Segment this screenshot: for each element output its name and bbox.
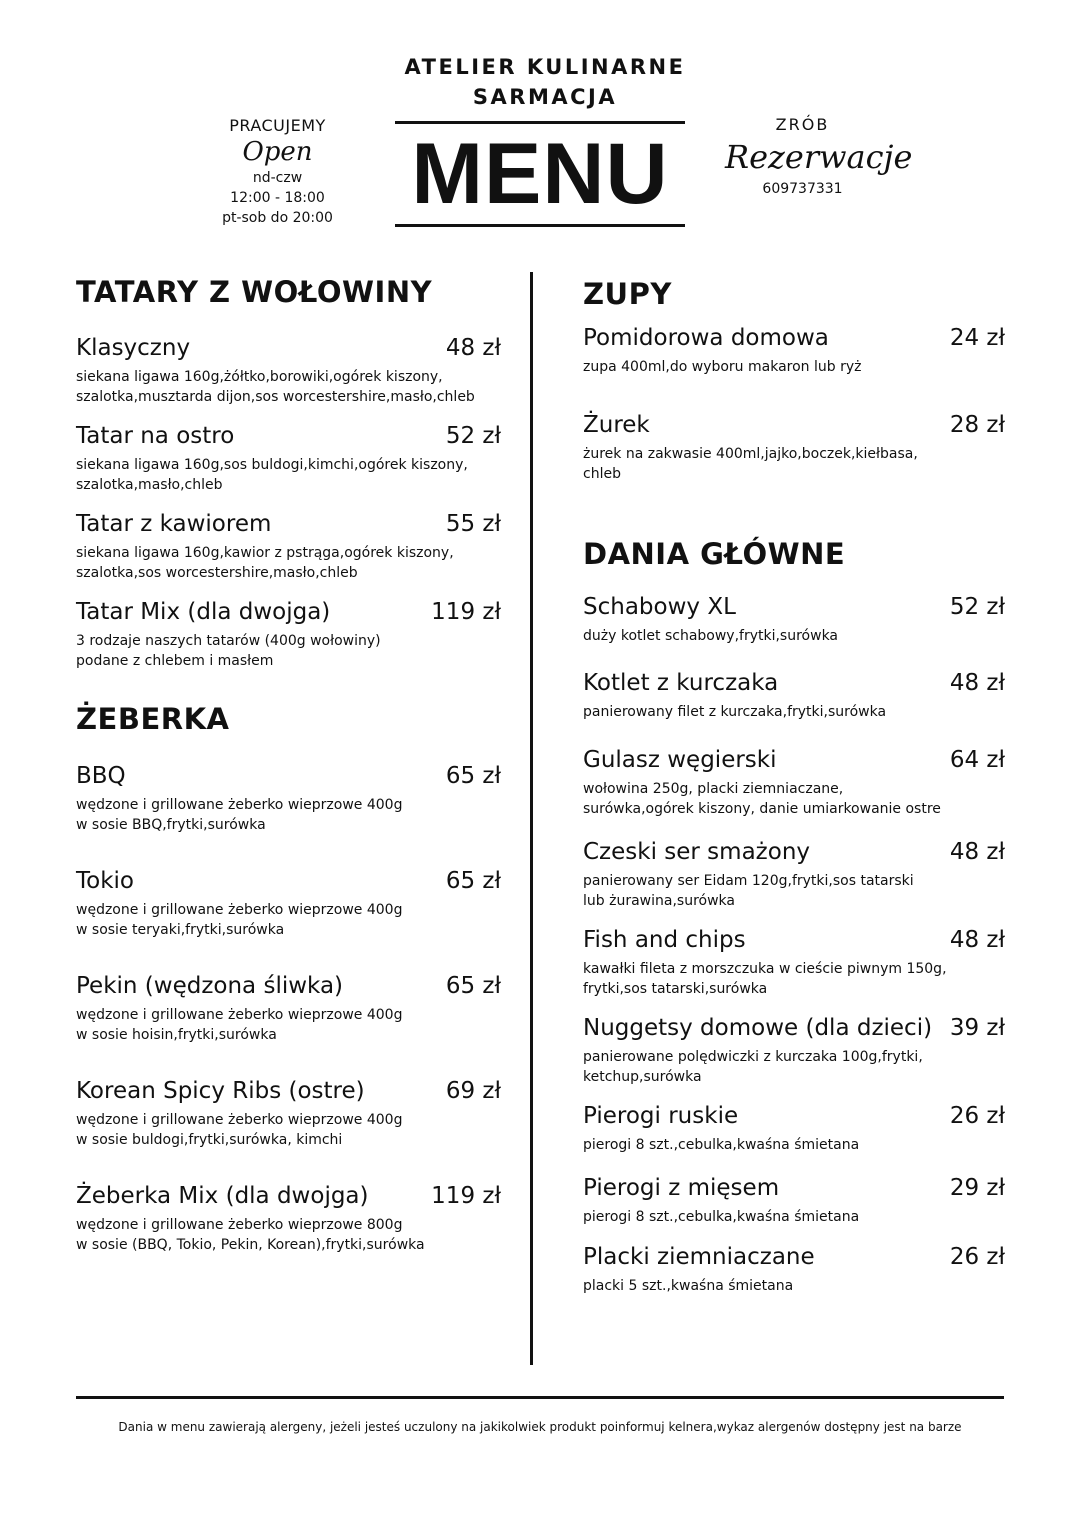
opening-days: nd-czw <box>252 170 303 186</box>
item-price: 52 zł <box>949 594 1005 620</box>
item-name: Placki ziemniaczane <box>583 1244 815 1270</box>
menu-item <box>583 668 1005 722</box>
item-price: 65 zł <box>445 973 501 999</box>
opening-weekend: pt-sob do 20:00 <box>222 210 333 226</box>
restaurant-name-line2: SARMACJA <box>472 85 618 109</box>
item-name: Czeski ser smażony <box>583 839 811 865</box>
item-price: 52 zł <box>445 423 501 449</box>
item-price: 64 zł <box>949 747 1005 773</box>
menu-item <box>583 323 1005 377</box>
item-name: Klasyczny <box>76 335 191 361</box>
item-price: 119 zł <box>431 599 501 625</box>
item-price: 65 zł <box>445 763 501 789</box>
menu-item <box>583 1242 1005 1296</box>
section-title-tatary: TATARY Z WOŁOWINY <box>76 275 433 309</box>
menu-item <box>583 925 1005 999</box>
menu-item <box>76 421 501 495</box>
item-price: 48 zł <box>949 839 1005 865</box>
menu-item <box>76 333 501 407</box>
item-name: Żurek <box>583 412 650 438</box>
menu-item <box>583 1173 1005 1227</box>
open-script-text: Open <box>242 137 313 167</box>
item-name: Tokio <box>76 868 134 894</box>
item-description: siekana ligawa 160g,sos buldogi,kimchi,ogórek kiszony, szalotka,masło,chleb <box>76 457 468 493</box>
item-name: Tatar z kawiorem <box>76 511 272 537</box>
item-description: kawałki fileta z morszczuka w cieście piwnym 150g, frytki,sos tatarski,surówka <box>583 961 947 997</box>
item-description: duży kotlet schabowy,frytki,surówka <box>583 628 839 644</box>
item-description: panierowany ser Eidam 120g,frytki,sos tatarski lub żurawina,surówka <box>583 873 914 909</box>
opening-hours-label: PRACUJEMY <box>229 116 326 135</box>
menu-item <box>76 761 501 835</box>
item-price: 24 zł <box>949 325 1005 351</box>
item-description: wędzone i grillowane żeberko wieprzowe 400g w sosie teryaki,frytki,surówka <box>76 902 403 938</box>
reservation-block <box>725 115 913 199</box>
item-price: 39 zł <box>949 1015 1005 1041</box>
menu-item <box>583 1101 1005 1155</box>
item-price: 55 zł <box>445 511 501 537</box>
menu-title: MENU <box>411 126 669 222</box>
item-price: 29 zł <box>949 1175 1005 1201</box>
item-description: wędzone i grillowane żeberko wieprzowe 400g w sosie buldogi,frytki,surówka, kimchi <box>76 1112 403 1148</box>
column-divider <box>530 272 533 1365</box>
menu-item <box>76 597 501 671</box>
item-description: pierogi 8 szt.,cebulka,kwaśna śmietana <box>583 1209 860 1225</box>
item-price: 65 zł <box>445 868 501 894</box>
item-name: Korean Spicy Ribs (ostre) <box>76 1078 365 1104</box>
item-price: 26 zł <box>949 1244 1005 1270</box>
item-name: Tatar Mix (dla dwojga) <box>76 599 331 625</box>
section-title-zupy: ZUPY <box>583 277 672 311</box>
item-name: Pierogi z mięsem <box>583 1175 780 1201</box>
section-title-zeberka: ŻEBERKA <box>76 702 230 736</box>
item-description: żurek na zakwasie 400ml,jajko,boczek,kiełbasa, chleb <box>583 446 918 482</box>
item-name: Pierogi ruskie <box>583 1103 739 1129</box>
item-description: wędzone i grillowane żeberko wieprzowe 800g w sosie (BBQ, Tokio, Pekin, Korean),frytki,surówka <box>76 1217 425 1253</box>
menu-item <box>76 1181 501 1255</box>
menu-item <box>76 866 501 940</box>
item-name: Schabowy XL <box>583 594 736 620</box>
menu-item <box>76 971 501 1045</box>
item-name: Nuggetsy domowe (dla dzieci) <box>583 1015 933 1041</box>
menu-item <box>583 837 1005 911</box>
item-description: zupa 400ml,do wyboru makaron lub ryż <box>583 359 862 375</box>
left-column <box>76 274 501 1255</box>
restaurant-name <box>370 52 720 112</box>
title-rule-top <box>395 121 685 124</box>
item-description: pierogi 8 szt.,cebulka,kwaśna śmietana <box>583 1137 860 1153</box>
reservation-label: ZRÓB <box>775 115 830 134</box>
opening-time: 12:00 - 18:00 <box>230 190 325 206</box>
item-price: 28 zł <box>949 412 1005 438</box>
reservation-phone: 609737331 <box>762 181 843 197</box>
item-price: 48 zł <box>949 670 1005 696</box>
menu-item <box>583 410 1005 484</box>
item-description: siekana ligawa 160g,kawior z pstrąga,ogórek kiszony, szalotka,sos worcestershire,masło,chleb <box>76 545 454 581</box>
menu-item <box>583 592 1005 646</box>
item-description: wędzone i grillowane żeberko wieprzowe 400g w sosie BBQ,frytki,surówka <box>76 797 403 833</box>
menu-item <box>583 1013 1005 1087</box>
item-price: 69 zł <box>445 1078 501 1104</box>
item-name: Gulasz węgierski <box>583 747 777 773</box>
item-price: 48 zł <box>949 927 1005 953</box>
allergen-note: Dania w menu zawierają alergeny, jeżeli jesteś uczulony na jakikolwiek produkt poinformuj kelnera,wykaz alergenów dostępny jest na barze <box>118 1420 962 1434</box>
item-description: siekana ligawa 160g,żółtko,borowiki,ogórek kiszony, szalotka,musztarda dijon,sos worcestershire,masło,chleb <box>76 369 475 405</box>
section-title-dania: DANIA GŁÓWNE <box>583 537 846 571</box>
item-description: wędzone i grillowane żeberko wieprzowe 400g w sosie hoisin,frytki,surówka <box>76 1007 403 1043</box>
item-name: Kotlet z kurczaka <box>583 670 779 696</box>
right-column <box>583 276 1005 1296</box>
item-name: Tatar na ostro <box>76 423 235 449</box>
item-name: BBQ <box>76 763 126 789</box>
item-price: 48 zł <box>445 335 501 361</box>
item-name: Pekin (wędzona śliwka) <box>76 973 344 999</box>
title-rule-bottom <box>395 224 685 227</box>
opening-hours <box>200 116 355 228</box>
menu-item <box>583 745 1005 819</box>
restaurant-name-line1: ATELIER KULINARNE <box>404 55 686 79</box>
item-price: 119 zł <box>431 1183 501 1209</box>
item-description: panierowane polędwiczki z kurczaka 100g,frytki, ketchup,surówka <box>583 1049 923 1085</box>
item-description: 3 rodzaje naszych tatarów (400g wołowiny) podane z chlebem i masłem <box>76 633 381 669</box>
item-name: Fish and chips <box>583 927 746 953</box>
item-description: wołowina 250g, placki ziemniaczane, surówka,ogórek kiszony, danie umiarkowanie ostre <box>583 781 941 817</box>
item-description: placki 5 szt.,kwaśna śmietana <box>583 1278 794 1294</box>
item-price: 26 zł <box>949 1103 1005 1129</box>
item-name: Żeberka Mix (dla dwojga) <box>76 1183 369 1209</box>
item-name: Pomidorowa domowa <box>583 325 829 351</box>
item-description: panierowany filet z kurczaka,frytki,surówka <box>583 704 887 720</box>
menu-item <box>76 1076 501 1150</box>
footer-rule <box>76 1396 1004 1399</box>
menu-item <box>76 509 501 583</box>
reservation-script-text: Rezerwacje <box>725 138 913 176</box>
